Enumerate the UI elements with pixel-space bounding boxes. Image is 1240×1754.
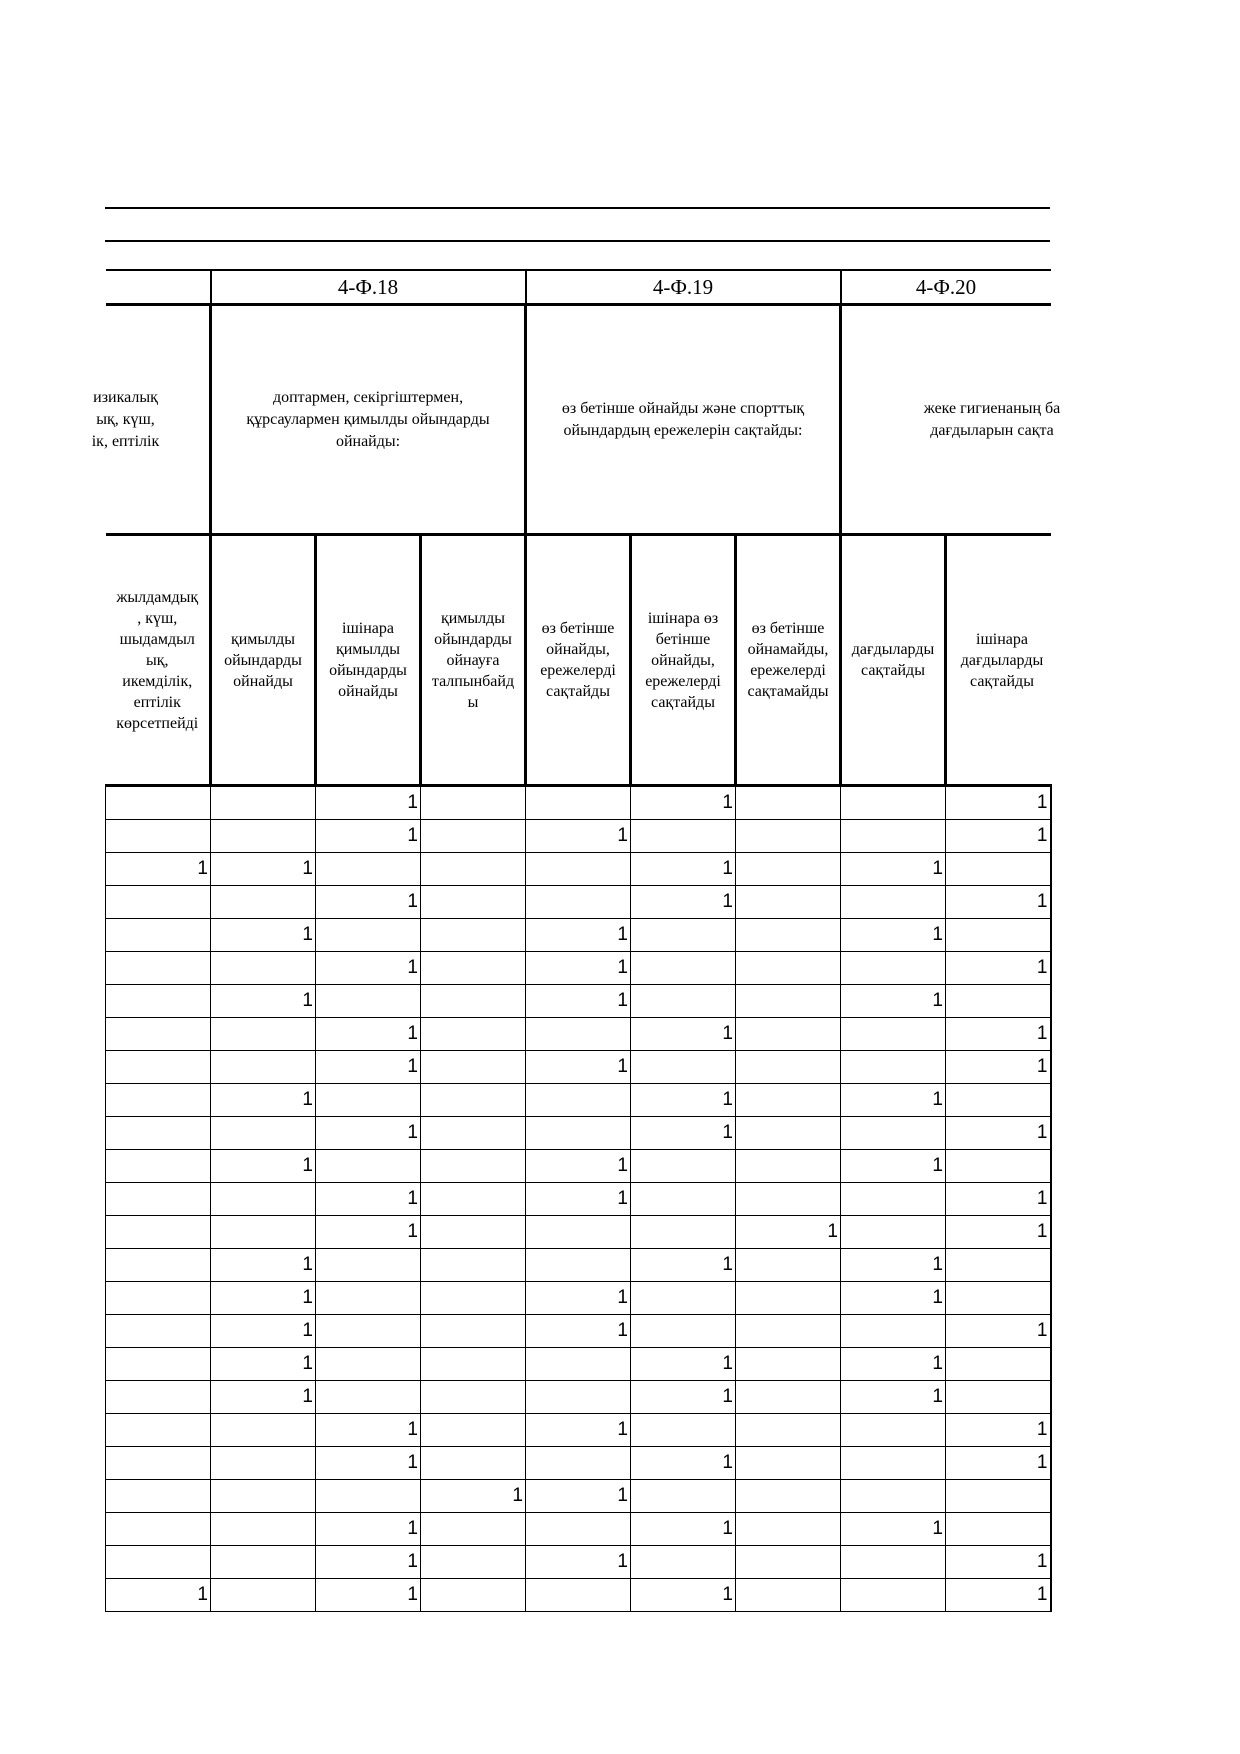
table-cell [106, 1282, 211, 1315]
table-cell [421, 1183, 526, 1216]
table-cell [631, 1051, 736, 1084]
table-cell [736, 1381, 841, 1414]
table-cell [736, 1051, 841, 1084]
table-cell [736, 1117, 841, 1150]
table-cell [526, 1117, 631, 1150]
table-cell: 1 [946, 1414, 1051, 1447]
table-cell [946, 1150, 1051, 1183]
table-cell: 1 [946, 1546, 1051, 1579]
code-cell-4f20: 4-Ф.20 [841, 270, 1051, 305]
table-cell [421, 952, 526, 985]
table-row [106, 1282, 1051, 1315]
table-row [106, 1381, 1051, 1414]
table-cell [106, 1315, 211, 1348]
table-cell [106, 1480, 211, 1513]
table-row [106, 1018, 1051, 1051]
table-cell: 1 [316, 1183, 421, 1216]
table-row [106, 952, 1051, 985]
title-cell-independent-play: өз бетінше ойнайды және спорттық ойындардың ережелерін сақтайды: [526, 305, 841, 535]
table-cell [631, 919, 736, 952]
table-cell [736, 786, 841, 820]
table-cell [421, 1513, 526, 1546]
table-row [106, 1348, 1051, 1381]
table-cell [526, 1249, 631, 1282]
table-cell [106, 1447, 211, 1480]
table-cell [106, 786, 211, 820]
table-cell [211, 1546, 316, 1579]
table-cell [631, 1150, 736, 1183]
table-cell [736, 1084, 841, 1117]
table-cell [106, 1381, 211, 1414]
table-cell: 1 [316, 886, 421, 919]
table-cell: 1 [526, 1315, 631, 1348]
table-cell [841, 1480, 946, 1513]
table-cell [211, 1579, 316, 1612]
table-cell [736, 919, 841, 952]
table-cell: 1 [526, 1546, 631, 1579]
table-cell: 1 [106, 1579, 211, 1612]
table-cell: 1 [421, 1480, 526, 1513]
table-cell: 1 [316, 1447, 421, 1480]
code-row [106, 270, 1051, 305]
table-cell [421, 786, 526, 820]
table-cell [526, 886, 631, 919]
assessment-table [91, 269, 1061, 1625]
table-cell: 1 [946, 1018, 1051, 1051]
table-cell: 1 [736, 1216, 841, 1249]
table-cell [841, 786, 946, 820]
table-cell: 1 [631, 1117, 736, 1150]
subheader-row [106, 535, 1051, 786]
page-rule-2 [105, 240, 1050, 242]
table-cell: 1 [526, 919, 631, 952]
table-cell: 1 [946, 786, 1051, 820]
table-cell: 1 [316, 1051, 421, 1084]
table-cell: 1 [841, 1150, 946, 1183]
table-cell [736, 1018, 841, 1051]
code-cell-4f18: 4-Ф.18 [211, 270, 526, 305]
table-cell: 1 [526, 1183, 631, 1216]
table-cell: 1 [526, 1150, 631, 1183]
table-cell: 1 [211, 1348, 316, 1381]
table-cell [631, 1480, 736, 1513]
table-cell [316, 1480, 421, 1513]
table-cell [421, 1150, 526, 1183]
table-cell: 1 [526, 820, 631, 853]
table-cell [631, 1282, 736, 1315]
table-cell [421, 1381, 526, 1414]
table-cell [526, 1348, 631, 1381]
table-cell [421, 886, 526, 919]
table-cell [526, 1018, 631, 1051]
table-cell: 1 [841, 1513, 946, 1546]
subheader-plays-active: қимылды ойындарды ойнайды [211, 535, 316, 786]
table-cell [106, 1117, 211, 1150]
table-cell: 1 [316, 1546, 421, 1579]
table-cell [421, 1282, 526, 1315]
table-cell [841, 952, 946, 985]
table-cell: 1 [211, 1315, 316, 1348]
table-cell [421, 1447, 526, 1480]
table-cell [421, 1414, 526, 1447]
table-row [106, 1249, 1051, 1282]
table-cell [211, 1480, 316, 1513]
table-cell: 1 [946, 1447, 1051, 1480]
table-cell [211, 1051, 316, 1084]
table-cell: 1 [106, 853, 211, 886]
table-cell [631, 1546, 736, 1579]
table-cell [841, 1546, 946, 1579]
table-cell [946, 1381, 1051, 1414]
table-cell [946, 1249, 1051, 1282]
table-row [106, 985, 1051, 1018]
table-cell: 1 [841, 1084, 946, 1117]
table-cell: 1 [631, 1381, 736, 1414]
table-cell [421, 853, 526, 886]
table-cell [106, 1348, 211, 1381]
table-cell [316, 919, 421, 952]
table-cell: 1 [211, 985, 316, 1018]
table-cell [841, 1117, 946, 1150]
table-cell: 1 [841, 1249, 946, 1282]
table-cell: 1 [631, 886, 736, 919]
table-cell [736, 1348, 841, 1381]
table-cell [841, 1414, 946, 1447]
table-cell [316, 1084, 421, 1117]
table-cell [736, 1546, 841, 1579]
table-cell [631, 1216, 736, 1249]
table-cell: 1 [946, 1315, 1051, 1348]
table-cell [526, 786, 631, 820]
table-cell: 1 [211, 853, 316, 886]
table-cell: 1 [631, 1447, 736, 1480]
table-cell [736, 820, 841, 853]
table-cell [421, 1216, 526, 1249]
table-cell [736, 853, 841, 886]
table-cell [631, 1414, 736, 1447]
table-cell [841, 1579, 946, 1612]
table-cell [106, 952, 211, 985]
table-cell [526, 1216, 631, 1249]
table-cell [421, 1546, 526, 1579]
title-cell-hygiene [841, 305, 1061, 535]
table-cell: 1 [316, 786, 421, 820]
table-cell: 1 [211, 1381, 316, 1414]
table-cell [211, 1018, 316, 1051]
table-cell [421, 919, 526, 952]
table-cell: 1 [316, 1117, 421, 1150]
table-row [106, 1414, 1051, 1447]
table-row [106, 1546, 1051, 1579]
table-cell [631, 820, 736, 853]
table-cell [211, 1513, 316, 1546]
table-cell [736, 1249, 841, 1282]
table-cell [946, 919, 1051, 952]
table-cell: 1 [526, 1282, 631, 1315]
table-cell: 1 [631, 1249, 736, 1282]
table-cell [736, 1183, 841, 1216]
table-cell [526, 1513, 631, 1546]
table-cell: 1 [211, 1150, 316, 1183]
code-cell-blank [106, 270, 211, 305]
table-row [106, 820, 1051, 853]
table-cell [946, 1480, 1051, 1513]
table-cell: 1 [631, 1018, 736, 1051]
subheader-text-8: ішінара дағдыларды сақтайды [960, 630, 1044, 690]
table-cell: 1 [946, 886, 1051, 919]
table-cell [841, 1051, 946, 1084]
table-row [106, 919, 1051, 952]
table-cell: 1 [316, 1513, 421, 1546]
title-physical-text: изикалық ық, күш, ік, ептілік [91, 388, 160, 450]
table-cell [526, 1381, 631, 1414]
table-cell [841, 1315, 946, 1348]
table-cell [211, 1117, 316, 1150]
subheader-not-independent: өз бетінше ойнамайды, ережелерді сақтамайды [736, 535, 841, 786]
table-cell [211, 1447, 316, 1480]
table-cell [421, 820, 526, 853]
table-cell [946, 985, 1051, 1018]
table-cell [211, 1216, 316, 1249]
table-cell [421, 1348, 526, 1381]
table-row [106, 1447, 1051, 1480]
title-cell-physical [91, 305, 211, 535]
table-row [106, 1117, 1051, 1150]
table-cell: 1 [841, 1348, 946, 1381]
table-cell: 1 [946, 1183, 1051, 1216]
table-cell [106, 919, 211, 952]
table-cell: 1 [526, 1414, 631, 1447]
table-cell [316, 1282, 421, 1315]
table-cell [946, 1348, 1051, 1381]
table-cell [841, 886, 946, 919]
assessment-grid [91, 269, 1061, 1612]
table-row [106, 1084, 1051, 1117]
table-cell [736, 952, 841, 985]
table-cell [106, 820, 211, 853]
table-cell [211, 952, 316, 985]
table-cell: 1 [316, 1216, 421, 1249]
title-row [106, 305, 1051, 535]
table-cell [946, 1282, 1051, 1315]
table-cell [631, 1183, 736, 1216]
table-row [106, 886, 1051, 919]
table-cell: 1 [841, 853, 946, 886]
table-cell: 1 [211, 919, 316, 952]
table-cell [316, 1249, 421, 1282]
table-cell: 1 [841, 1381, 946, 1414]
table-cell [736, 1315, 841, 1348]
table-cell: 1 [316, 1414, 421, 1447]
table-cell [106, 1546, 211, 1579]
subheader-text-0: жылдамдық , күш, шыдамдыл ық, икемділік, ептілік көрсетпейді [116, 588, 199, 732]
subheader-no-attempt: қимылды ойындарды ойнауға талпынбайд ы [421, 535, 526, 786]
table-cell [841, 1447, 946, 1480]
table-cell [736, 985, 841, 1018]
table-cell: 1 [526, 1051, 631, 1084]
table-cell [211, 786, 316, 820]
subheader-partly-plays-active: ішінара қимылды ойындарды ойнайды [316, 535, 421, 786]
table-cell [421, 1018, 526, 1051]
table-cell [841, 1216, 946, 1249]
table-cell [211, 820, 316, 853]
subheader-partly-keeps-skills [946, 535, 1051, 786]
table-cell [631, 985, 736, 1018]
table-cell: 1 [946, 1579, 1051, 1612]
table-cell [736, 1513, 841, 1546]
table-cell [211, 1183, 316, 1216]
table-cell: 1 [631, 1084, 736, 1117]
table-cell [631, 952, 736, 985]
table-cell [736, 1282, 841, 1315]
table-row [106, 1150, 1051, 1183]
table-cell: 1 [946, 1117, 1051, 1150]
table-row [106, 1051, 1051, 1084]
table-cell [946, 1513, 1051, 1546]
table-row [106, 1183, 1051, 1216]
table-cell [106, 1018, 211, 1051]
table-cell: 1 [841, 919, 946, 952]
table-cell [106, 985, 211, 1018]
table-cell [736, 1150, 841, 1183]
table-cell: 1 [526, 1480, 631, 1513]
table-cell [106, 886, 211, 919]
subheader-keeps-skills: дағдыларды сақтайды [841, 535, 946, 786]
table-cell [421, 1579, 526, 1612]
code-cell-4f19: 4-Ф.19 [526, 270, 841, 305]
table-cell: 1 [211, 1084, 316, 1117]
table-cell: 1 [211, 1282, 316, 1315]
table-cell [421, 1315, 526, 1348]
table-cell [106, 1183, 211, 1216]
table-cell [736, 886, 841, 919]
table-row [106, 1579, 1051, 1612]
table-cell [946, 853, 1051, 886]
table-cell: 1 [316, 1579, 421, 1612]
table-cell [736, 1480, 841, 1513]
table-cell: 1 [316, 1018, 421, 1051]
table-cell [841, 820, 946, 853]
table-cell [316, 985, 421, 1018]
table-cell [526, 1579, 631, 1612]
table-cell: 1 [631, 1513, 736, 1546]
table-cell [421, 1051, 526, 1084]
table-row [106, 853, 1051, 886]
title-cell-ball-games: доптармен, секіргіштермен, құрсаулармен қимылды ойындарды ойнайды: [211, 305, 526, 535]
table-cell [421, 1084, 526, 1117]
table-cell: 1 [526, 985, 631, 1018]
page-rule-1 [105, 207, 1050, 209]
table-row [106, 1480, 1051, 1513]
table-cell [421, 1117, 526, 1150]
table-cell [526, 1084, 631, 1117]
table-cell: 1 [631, 853, 736, 886]
table-cell: 1 [841, 1282, 946, 1315]
table-cell: 1 [631, 1579, 736, 1612]
table-cell [106, 1051, 211, 1084]
table-cell [211, 1414, 316, 1447]
table-cell: 1 [316, 820, 421, 853]
table-cell [841, 1183, 946, 1216]
table-cell [106, 1150, 211, 1183]
table-cell: 1 [946, 820, 1051, 853]
table-cell: 1 [946, 1051, 1051, 1084]
table-cell [316, 1381, 421, 1414]
subheader-partly-independent: ішінара өз бетінше ойнайды, ережелерді сақтайды [631, 535, 736, 786]
table-cell [736, 1414, 841, 1447]
table-cell [316, 1348, 421, 1381]
table-cell [106, 1414, 211, 1447]
table-cell: 1 [316, 952, 421, 985]
table-cell [736, 1447, 841, 1480]
table-cell [316, 853, 421, 886]
table-cell: 1 [841, 985, 946, 1018]
table-cell: 1 [946, 952, 1051, 985]
table-cell [526, 853, 631, 886]
subheader-no-physical [106, 535, 211, 786]
table-cell: 1 [631, 1348, 736, 1381]
table-cell [631, 1315, 736, 1348]
subheader-independent-rules: өз бетінше ойнайды, ережелерді сақтайды [526, 535, 631, 786]
table-row [106, 786, 1051, 820]
table-cell [946, 1084, 1051, 1117]
table-cell [106, 1216, 211, 1249]
table-cell [841, 1018, 946, 1051]
table-cell [211, 886, 316, 919]
table-row [106, 1513, 1051, 1546]
table-cell [526, 1447, 631, 1480]
table-cell [106, 1084, 211, 1117]
table-cell [421, 1249, 526, 1282]
table-cell [421, 985, 526, 1018]
title-hygiene-text: жеке гигиенаның ба дағдыларын сақта [923, 399, 1061, 439]
table-cell [316, 1150, 421, 1183]
table-row [106, 1315, 1051, 1348]
table-cell: 1 [631, 786, 736, 820]
table-row [106, 1216, 1051, 1249]
table-cell: 1 [526, 952, 631, 985]
table-cell [106, 1513, 211, 1546]
table-cell: 1 [211, 1249, 316, 1282]
table-body [106, 786, 1051, 1612]
table-cell [106, 1249, 211, 1282]
table-cell [736, 1579, 841, 1612]
table-cell: 1 [946, 1216, 1051, 1249]
table-cell [316, 1315, 421, 1348]
